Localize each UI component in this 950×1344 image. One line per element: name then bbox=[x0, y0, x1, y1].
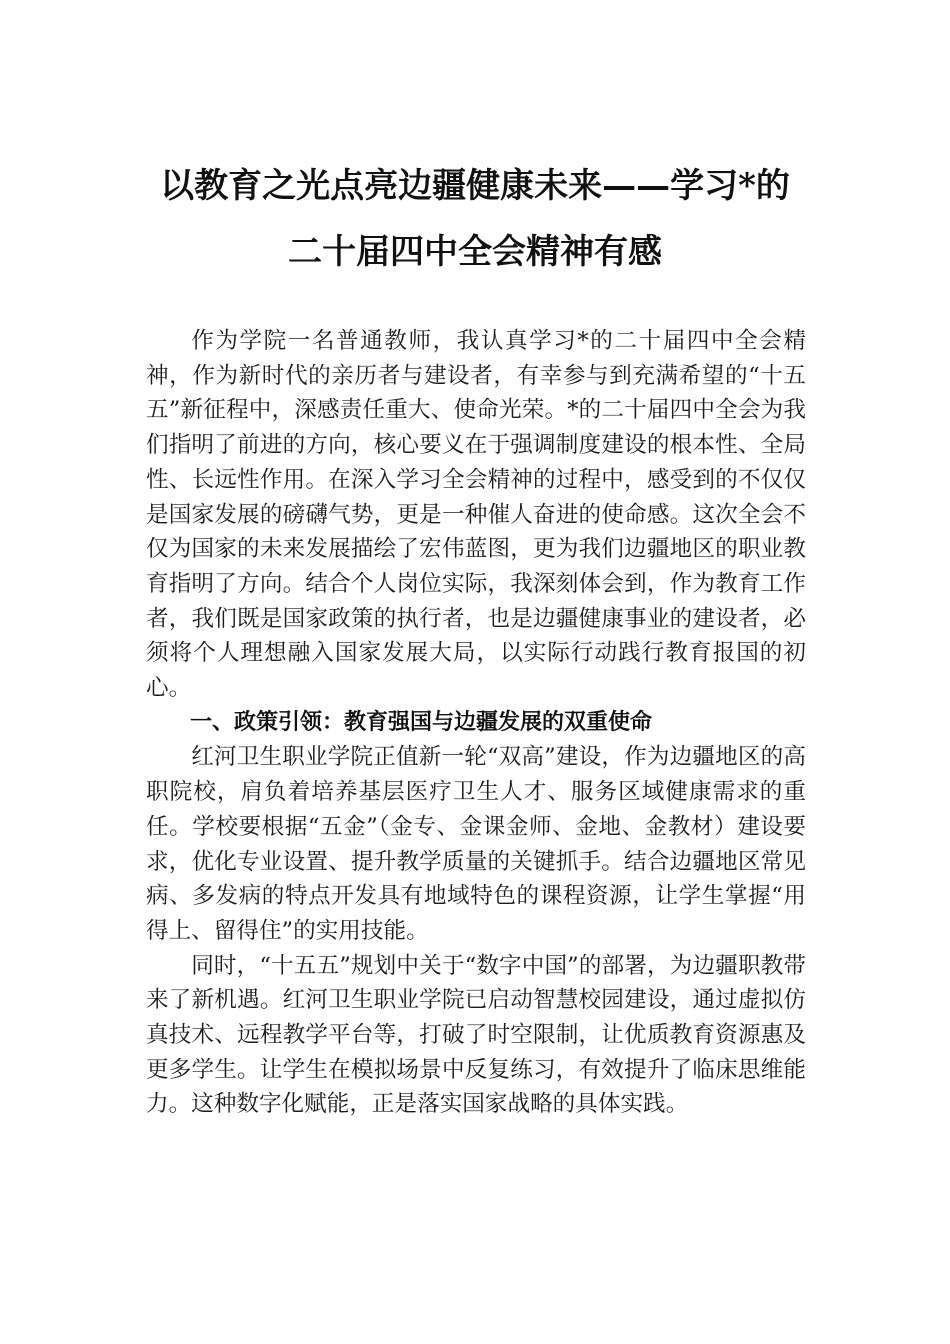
document-body bbox=[146, 324, 806, 1122]
paragraph-section-1a: 红河卫生职业学院正值新一轮“双高”建设，作为边疆地区的高职院校，肩负着培养基层医疗卫生人才、服务区域健康需求的重任。学校要根据“五金”（金专、金课金师、金地、金教材）建设要求，优化专业设置、提升教学质量的关键抓手。结合边疆地区常见病、多发病的特点开发具有地域特色的课程资源，让学生掌握“用得上、留得住”的实用技能。 bbox=[146, 744, 806, 944]
document-title-line-1: 以教育之光点亮边疆健康未来——学习*的 bbox=[160, 166, 790, 206]
document-title-line-2: 二十届四中全会精神有感 bbox=[288, 232, 662, 272]
section-heading-1: 一、政策引领：教育强国与边疆发展的双重使命 bbox=[190, 709, 653, 735]
paragraph-intro: 作为学院一名普通教师，我认真学习*的二十届四中全会精神，作为新时代的亲历者与建设者，有幸参与到充满希望的“十五五”新征程中，深感责任重大、使命光荣。*的二十届四中全会为我们指明了前进的方向，核心要义在于强调制度建设的根本性、全局性、长远性作用。在深入学习全会精神的过程中，感受到的不仅仅是国家发展的磅礴气势，更是一种催人奋进的使命感。这次全会不仅为国家的未来发展描绘了宏伟蓝图，更为我们边疆地区的职业教育指明了方向。结合个人岗位实际，我深刻体会到，作为教育工作者，我们既是国家政策的执行者，也是边疆健康事业的建设者，必须将个人理想融入国家发展大局，以实际行动践行教育报国的初心。 bbox=[146, 328, 806, 702]
paragraph-section-1b: 同时，“十五五”规划中关于“数字中国”的部署，为边疆职教带来了新机遇。红河卫生职业学院已启动智慧校园建设，通过虚拟仿真技术、远程教学平台等，打破了时空限制，让优质教育资源惠及更多学生。让学生在模拟场景中反复练习，有效提升了临床思维能力。这种数字化赋能，正是落实国家战略的具体实践。 bbox=[146, 952, 806, 1118]
